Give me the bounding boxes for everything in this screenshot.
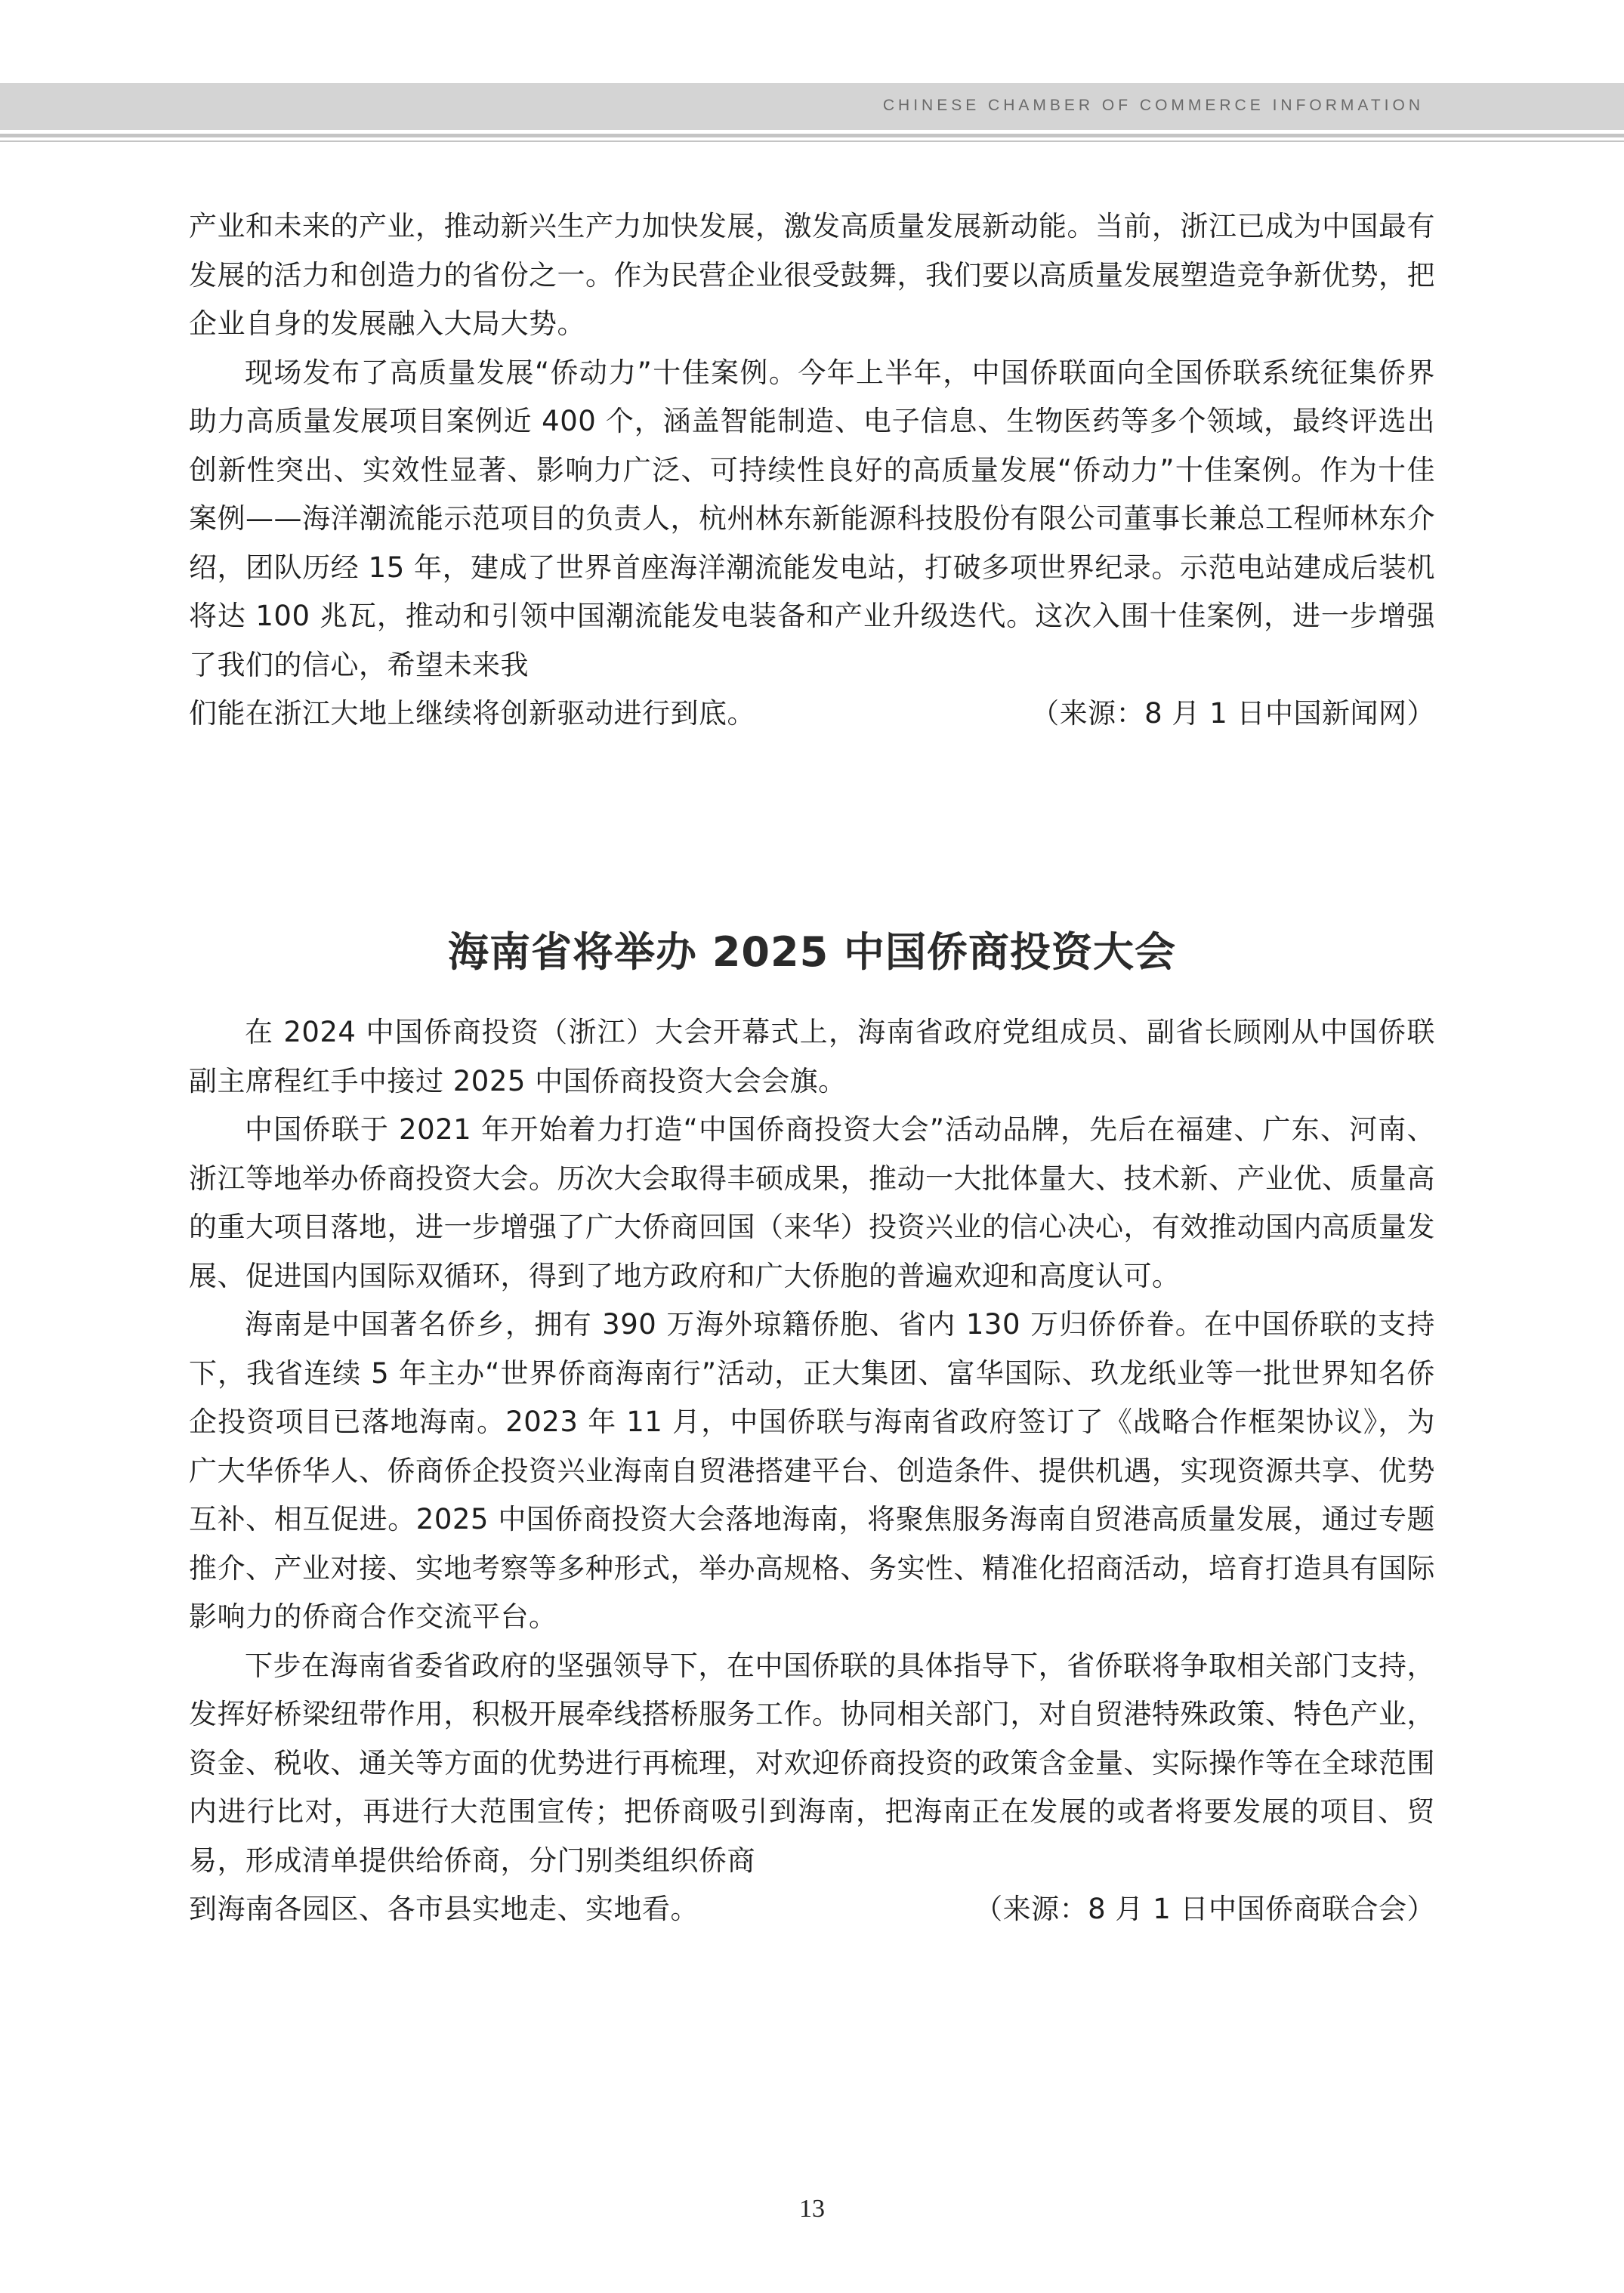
- article2-paragraph-1: 在 2024 中国侨商投资（浙江）大会开幕式上，海南省政府党组成员、副省长顾刚从中国侨联副主席程红手中接过 2025 中国侨商投资大会会旗。: [189, 1016, 1435, 1097]
- header-rule: [0, 134, 1624, 137]
- article2-paragraph-3: 海南是中国著名侨乡，拥有 390 万海外琼籍侨胞、省内 130 万归侨侨眷。在中国侨联的支持下，我省连续 5 年主办“世界侨商海南行”活动，正大集团、富华国际、玖龙纸业等一批世界知名侨企投资项目已落地海南。2023 年 11 月，中国侨联与海南省政府签订了《战略合作框架协议》，为广大华侨华人、侨商侨企投资兴业海南自贸港搭建平台、创造条件、提供机遇，实现资源共享、优势互补、相互促进。2025 中国侨商投资大会落地海南，将聚焦服务海南自贸港高质量发展，通过专题推介、产业对接、实地考察等多种形式，举办高规格、务实性、精准化招商活动，培育打造具有国际影响力的侨商合作交流平台。: [189, 1308, 1435, 1633]
- article1-paragraph-2: 现场发布了高质量发展“侨动力”十佳案例。今年上半年，中国侨联面向全国侨联系统征集侨界助力高质量发展项目案例近 400 个，涵盖智能制造、电子信息、生物医药等多个领域，最终评选出创新性突出、实效性显著、影响力广泛、可持续性良好的高质量发展“侨动力”十佳案例。作为十佳案例——海洋潮流能示范项目的负责人，杭州林东新能源科技股份有限公司董事长兼总工程师林东介绍，团队历经 15 年，建成了世界首座海洋潮流能发电站，打破多项世界纪录。示范电站建成后装机将达 100 兆瓦，推动和引领中国潮流能发电装备和产业升级迭代。这次入围十佳案例，进一步增强了我们的信心，希望未来我: [189, 356, 1435, 681]
- article1-paragraph-2-end: 们能在浙江大地上继续将创新驱动进行到底。: [189, 697, 755, 730]
- article2-body: [189, 1008, 1435, 1934]
- article1-paragraph-1: 产业和未来的产业，推动新兴生产力加快发展，激发高质量发展新动能。当前，浙江已成为中国最有发展的活力和创造力的省份之一。作为民营企业很受鼓舞，我们要以高质量发展塑造竞争新优势，把企业自身的发展融入大局大势。: [189, 210, 1435, 340]
- article1-source: （来源：8 月 1 日中国新闻网）: [1031, 697, 1435, 730]
- article2-paragraph-4-end: 到海南各园区、各市县实地走、实地看。: [189, 1893, 699, 1925]
- article2-last-line: [189, 1885, 1435, 1934]
- header-rule-thin: [0, 140, 1624, 142]
- article2-title: 海南省将举办 2025 中国侨商投资大会: [448, 928, 1176, 976]
- article1-last-line: [189, 690, 1435, 739]
- article2-paragraph-4: 下步在海南省委省政府的坚强领导下，在中国侨联的具体指导下，省侨联将争取相关部门支持，发挥好桥梁纽带作用，积极开展牵线搭桥服务工作。协同相关部门，对自贸港特殊政策、特色产业，资金、税收、通关等方面的优势进行再梳理，对欢迎侨商投资的政策含金量、实际操作等在全球范围内进行比对，再进行大范围宣传；把侨商吸引到海南，把海南正在发展的或者将要发展的项目、贸易，形成清单提供给侨商，分门别类组织侨商: [189, 1649, 1435, 1877]
- article2-source: （来源：8 月 1 日中国侨商联合会）: [974, 1893, 1435, 1925]
- page-number: 13: [799, 2195, 825, 2223]
- article1-body: [189, 202, 1435, 739]
- article2-paragraph-2: 中国侨联于 2021 年开始着力打造“中国侨商投资大会”活动品牌，先后在福建、广东、河南、浙江等地举办侨商投资大会。历次大会取得丰硕成果，推动一大批体量大、技术新、产业优、质量高的重大项目落地，进一步增强了广大侨商回国（来华）投资兴业的信心决心，有效推动国内高质量发展、促进国内国际双循环，得到了地方政府和广大侨胞的普遍欢迎和高度认可。: [189, 1113, 1435, 1292]
- header-banner-text: CHINESE CHAMBER OF COMMERCE INFORMATION: [882, 97, 1424, 114]
